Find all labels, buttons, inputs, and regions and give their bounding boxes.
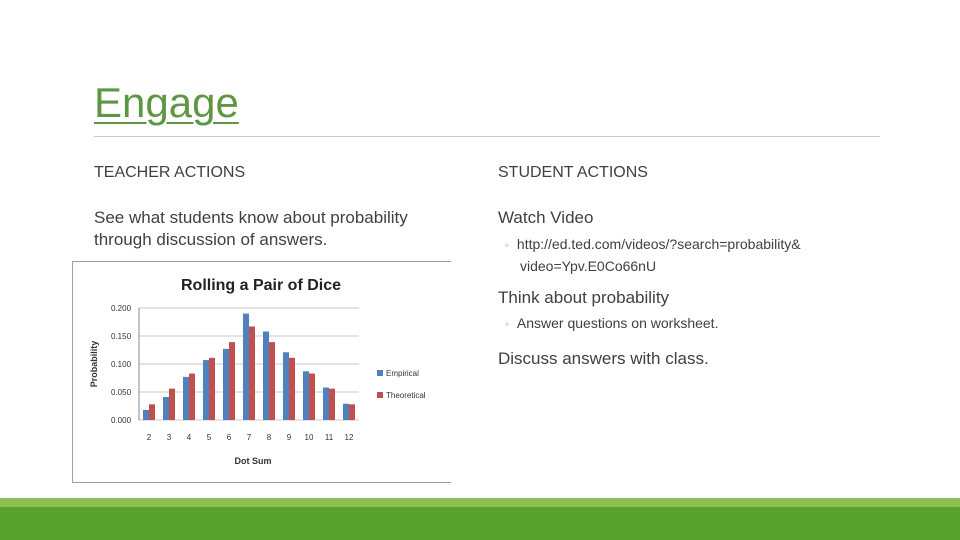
x-tick-label: 9 xyxy=(286,433,292,442)
x-tick-label: 4 xyxy=(186,433,192,442)
student-item-think: Think about probability xyxy=(498,288,670,307)
video-link-line-2[interactable]: video=Ypv.E0Co66nU xyxy=(520,258,657,274)
x-tick-label: 8 xyxy=(266,433,272,442)
dice-chart xyxy=(72,261,451,483)
teacher-actions-text xyxy=(94,207,408,251)
video-link-bullet[interactable] xyxy=(505,234,801,276)
x-tick-label: 10 xyxy=(304,433,314,442)
bar-empirical xyxy=(143,410,149,420)
x-tick-label: 12 xyxy=(344,433,354,442)
x-tick-label: 3 xyxy=(166,433,172,442)
y-tick-label: 0.050 xyxy=(111,388,132,397)
legend-label-theoretical: Theoretical xyxy=(386,391,426,400)
teacher-text-line-1: See what students know about probability xyxy=(94,208,408,227)
bar-empirical xyxy=(303,371,309,420)
y-tick-label: 0.150 xyxy=(111,332,132,341)
bar-theoretical xyxy=(149,404,155,420)
bar-empirical xyxy=(163,397,169,420)
bar-theoretical xyxy=(229,342,235,420)
bullet-icon: ◦ xyxy=(505,319,509,331)
worksheet-bullet-text: Answer questions on worksheet. xyxy=(516,315,719,331)
student-actions-heading: STUDENT ACTIONS xyxy=(498,164,648,181)
y-axis-label: Probability xyxy=(89,340,99,388)
bottom-accent-bar xyxy=(0,498,960,540)
y-tick-label: 0.000 xyxy=(111,416,132,425)
teacher-actions-heading: TEACHER ACTIONS xyxy=(94,164,246,181)
bottom-accent-strip xyxy=(0,498,960,507)
x-tick-label: 7 xyxy=(246,433,252,442)
bar-empirical xyxy=(343,404,349,420)
x-tick-label: 2 xyxy=(146,433,152,442)
x-tick-label: 11 xyxy=(324,433,334,442)
legend-swatch-empirical xyxy=(377,370,383,376)
y-tick-label: 0.200 xyxy=(111,304,132,313)
worksheet-bullet xyxy=(505,313,718,335)
legend-swatch-theoretical xyxy=(377,392,383,398)
bar-theoretical xyxy=(349,404,355,420)
bar-theoretical xyxy=(249,326,255,420)
dice-chart-svg xyxy=(73,262,451,482)
chart-title: Rolling a Pair of Dice xyxy=(180,277,342,294)
bar-empirical xyxy=(323,388,329,420)
y-tick-label: 0.100 xyxy=(111,360,132,369)
bar-empirical xyxy=(203,360,209,420)
slide-title: Engage xyxy=(94,79,239,126)
bar-empirical xyxy=(183,377,189,420)
student-item-discuss: Discuss answers with class. xyxy=(498,349,709,368)
bar-theoretical xyxy=(169,389,175,420)
bullet-icon: ◦ xyxy=(505,240,509,252)
bar-theoretical xyxy=(309,374,315,420)
legend-label-empirical: Empirical xyxy=(386,369,419,378)
bar-empirical xyxy=(283,352,289,420)
bar-theoretical xyxy=(289,358,295,420)
x-axis-label: Dot Sum xyxy=(234,456,272,466)
bar-empirical xyxy=(263,332,269,420)
x-tick-label: 5 xyxy=(206,433,212,442)
bar-theoretical xyxy=(269,342,275,420)
bar-theoretical xyxy=(329,389,335,420)
video-link-line-1[interactable]: http://ed.ted.com/videos/?search=probability& xyxy=(516,236,801,252)
teacher-text-line-2: through discussion of answers. xyxy=(94,230,328,249)
title-divider xyxy=(94,136,880,137)
bar-theoretical xyxy=(189,374,195,420)
student-item-watch-video: Watch Video xyxy=(498,208,594,227)
x-tick-label: 6 xyxy=(226,433,232,442)
bar-theoretical xyxy=(209,358,215,420)
bar-empirical xyxy=(223,349,229,420)
bar-empirical xyxy=(243,314,249,420)
